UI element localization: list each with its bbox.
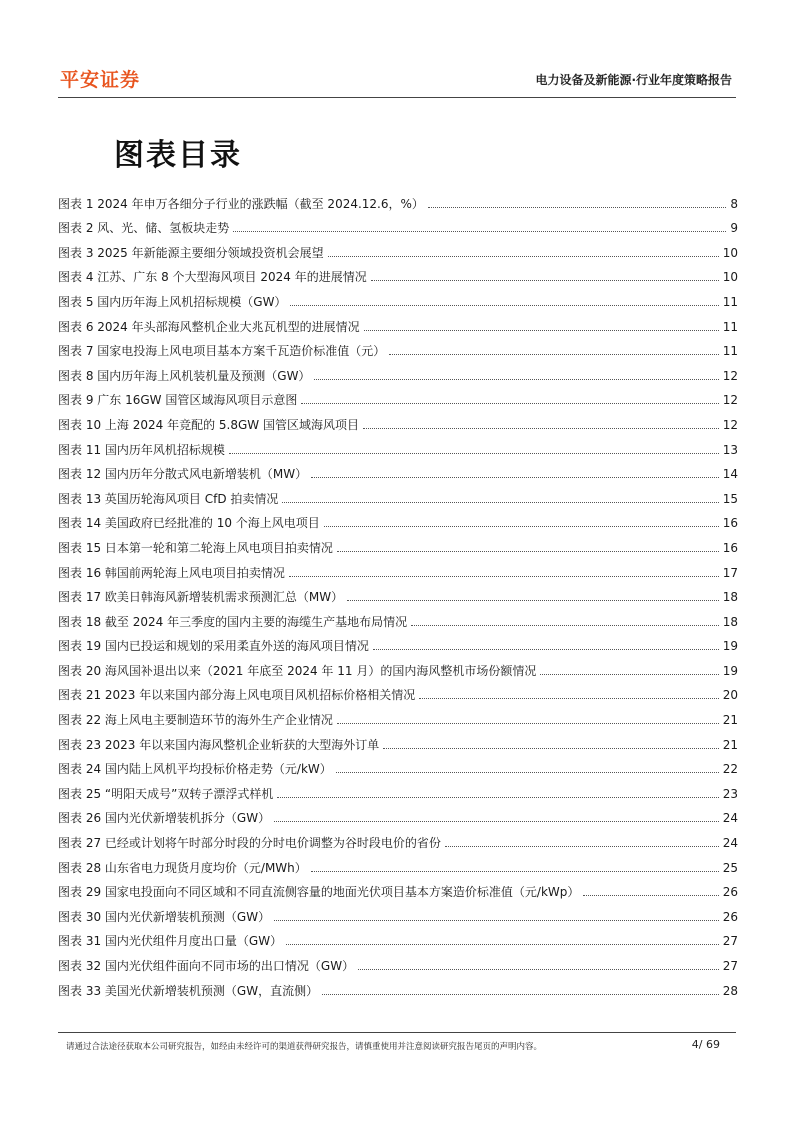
toc-dot-leader xyxy=(328,256,719,257)
toc-entry-label: 图表 22 海上风电主要制造环节的海外生产企业情况 xyxy=(58,713,333,728)
toc-entry-page: 26 xyxy=(722,885,738,900)
toc-dot-leader xyxy=(337,551,719,552)
page-title: 图表目录 xyxy=(114,138,242,173)
toc-dot-leader xyxy=(277,797,718,798)
toc-entry-label: 图表 19 国内已投运和规划的采用柔直外送的海风项目情况 xyxy=(58,639,369,654)
toc-entry[interactable] xyxy=(58,654,738,679)
toc-dot-leader xyxy=(371,280,719,281)
toc-entry-label: 图表 24 国内陆上风机平均投标价格走势（元/kW） xyxy=(58,762,332,777)
toc-entry-label: 图表 30 国内光伏新增装机预测（GW） xyxy=(58,909,271,924)
toc-entry-page: 21 xyxy=(722,713,738,728)
toc-dot-leader xyxy=(286,944,719,945)
toc-entry-page: 10 xyxy=(722,245,738,260)
toc-entry-page: 11 xyxy=(722,294,738,309)
toc-entry-page: 23 xyxy=(722,786,738,801)
toc-entry-page: 12 xyxy=(722,417,738,432)
toc-dot-leader xyxy=(233,231,726,232)
toc-entry-label: 图表 15 日本第一轮和第二轮海上风电项目拍卖情况 xyxy=(58,540,333,555)
toc-entry-page: 24 xyxy=(722,836,738,851)
toc-entry-label: 图表 9 广东 16GW 国管区域海风项目示意图 xyxy=(58,393,298,408)
page-number: 4/ 69 xyxy=(691,1038,720,1051)
toc-entry[interactable] xyxy=(58,777,738,802)
footer-disclaimer: 请通过合法途径获取本公司研究报告，如经由未经许可的渠道获得研究报告，请慎重使用并注意阅读研究报告尾页的声明内容。 xyxy=(66,1042,543,1052)
toc-dot-leader xyxy=(274,920,719,921)
toc-entry[interactable] xyxy=(58,187,738,212)
toc-entry-label: 图表 11 国内历年风机招标规模 xyxy=(58,442,225,457)
toc-entry[interactable] xyxy=(58,753,738,778)
toc-dot-leader xyxy=(336,772,719,773)
toc-entry-page: 15 xyxy=(722,491,738,506)
toc-entry-label: 图表 33 美国光伏新增装机预测（GW，直流侧） xyxy=(58,983,319,998)
toc-entry-page: 27 xyxy=(722,959,738,973)
toc-entry[interactable] xyxy=(58,949,738,974)
toc-entry-page: 18 xyxy=(722,590,738,605)
toc-entry-label: 图表 20 海风国补退出以来（2021 年底至 2024 年 11 月）的国内海风整机市场份额情况 xyxy=(58,663,537,678)
toc-entry-label: 图表 5 国内历年海上风机招标规模（GW） xyxy=(58,294,287,309)
toc-entry[interactable] xyxy=(58,261,738,286)
toc-dot-leader xyxy=(364,330,719,331)
toc-entry[interactable] xyxy=(58,925,738,950)
toc-entry-page: 10 xyxy=(722,270,738,285)
toc-dot-leader xyxy=(314,379,718,380)
toc-entry-label: 图表 23 2023 年以来国内海风整机企业斩获的大型海外订单 xyxy=(58,737,380,752)
toc-entry-page: 11 xyxy=(722,344,738,359)
toc-entry-page: 27 xyxy=(722,934,738,949)
toc-dot-leader xyxy=(274,821,719,822)
toc-dot-leader xyxy=(229,453,719,454)
toc-entry-label: 图表 21 2023 年以来国内部分海上风电项目风机招标价格相关情况 xyxy=(58,688,416,703)
page-header xyxy=(58,62,736,98)
toc-entry-page: 28 xyxy=(722,983,738,998)
toc-entry-label: 图表 14 美国政府已经批准的 10 个海上风电项目 xyxy=(58,516,320,531)
toc-entry-page: 26 xyxy=(722,909,738,924)
toc-entry-page: 12 xyxy=(722,368,738,383)
toc-entry-label: 图表 6 2024 年头部海风整机企业大兆瓦机型的进展情况 xyxy=(58,319,360,334)
toc-entry[interactable] xyxy=(58,605,738,630)
toc-entry-label: 图表 29 国家电投面向不同区域和不同直流侧容量的地面光伏项目基本方案造价标准值（元/kWp） xyxy=(58,885,580,900)
toc-entry-label: 图表 1 2024 年申万各细分子行业的涨跌幅（截至 2024.12.6，%） xyxy=(58,196,424,211)
toc-entry-label: 图表 2 风、光、储、氢板块走势 xyxy=(58,221,230,236)
toc-entry-page: 25 xyxy=(722,860,738,875)
toc-entry-label: 图表 18 截至 2024 年三季度的国内主要的海缆生产基地布局情况 xyxy=(58,614,408,629)
toc-entry[interactable] xyxy=(58,285,738,310)
toc-entry[interactable] xyxy=(58,826,738,851)
toc-dot-leader xyxy=(540,674,718,675)
toc-dot-leader xyxy=(311,871,719,872)
toc-entry-page: 8 xyxy=(730,196,738,211)
toc-entry-page: 17 xyxy=(722,565,738,580)
toc-dot-leader xyxy=(358,969,719,970)
toc-entry-page: 20 xyxy=(722,688,738,703)
toc-entry[interactable] xyxy=(58,851,738,876)
toc-dot-leader xyxy=(419,698,718,699)
toc-entry[interactable] xyxy=(58,359,738,384)
toc-entry-label: 图表 10 上海 2024 年竞配的 5.8GW 国管区域海风项目 xyxy=(58,417,359,432)
toc-dot-leader xyxy=(411,625,719,626)
toc-entry-label: 图表 26 国内光伏新增装机拆分（GW） xyxy=(58,811,271,826)
toc-entry-page: 14 xyxy=(722,467,738,482)
toc-entry[interactable] xyxy=(58,876,738,901)
toc-entry[interactable] xyxy=(58,458,738,483)
toc-dot-leader xyxy=(337,723,719,724)
toc-entry-page: 18 xyxy=(722,614,738,629)
toc-entry[interactable] xyxy=(58,556,738,581)
toc-dot-leader xyxy=(389,354,718,355)
toc-entry-page: 24 xyxy=(722,811,738,826)
toc-dot-leader xyxy=(383,748,718,749)
toc-entry[interactable] xyxy=(58,408,738,433)
toc-entry-label: 图表 7 国家电投海上风电项目基本方案千瓦造价标准值（元） xyxy=(58,344,386,359)
toc-entry-label: 图表 31 国内光伏组件月度出口量（GW） xyxy=(58,934,283,949)
toc-entry-page: 16 xyxy=(722,516,738,531)
toc-dot-leader xyxy=(311,477,719,478)
toc-dot-leader xyxy=(583,895,718,896)
toc-entry-label: 图表 13 英国历轮海风项目 CfD 拍卖情况 xyxy=(58,491,279,506)
toc-dot-leader xyxy=(324,526,719,527)
toc-entry-page: 19 xyxy=(722,663,738,678)
toc-entry-label: 图表 28 山东省电力现货月度均价（元/MWh） xyxy=(58,860,307,875)
toc-entry-label: 图表 27 已经或计划将午时部分时段的分时电价调整为谷时段电价的省份 xyxy=(58,836,441,851)
table-of-figures xyxy=(58,187,738,999)
footer-divider xyxy=(58,1032,736,1033)
toc-entry-label: 图表 8 国内历年海上风机装机量及预测（GW） xyxy=(58,368,311,383)
toc-entry[interactable] xyxy=(58,974,738,999)
toc-dot-leader xyxy=(373,649,719,650)
toc-entry-label: 图表 17 欧美日韩海风新增装机需求预测汇总（MW） xyxy=(58,590,344,605)
toc-entry[interactable] xyxy=(58,212,738,237)
toc-dot-leader xyxy=(363,428,719,429)
toc-entry[interactable] xyxy=(58,630,738,655)
toc-entry-page: 19 xyxy=(722,639,738,654)
toc-entry[interactable] xyxy=(58,433,738,458)
toc-entry-page: 22 xyxy=(722,762,738,777)
toc-entry-label: 图表 3 2025 年新能源主要细分领域投资机会展望 xyxy=(58,245,324,260)
toc-dot-leader xyxy=(322,994,719,995)
toc-dot-leader xyxy=(347,600,719,601)
toc-entry[interactable] xyxy=(58,728,738,753)
toc-entry[interactable] xyxy=(58,236,738,261)
toc-entry[interactable] xyxy=(58,900,738,925)
toc-entry[interactable] xyxy=(58,581,738,606)
toc-entry[interactable] xyxy=(58,703,738,728)
toc-entry[interactable] xyxy=(58,384,738,409)
toc-entry-page: 21 xyxy=(722,737,738,752)
toc-entry-label: 图表 16 韩国前两轮海上风电项目拍卖情况 xyxy=(58,565,285,580)
toc-entry[interactable] xyxy=(58,310,738,335)
toc-dot-leader xyxy=(445,846,719,847)
toc-entry-label: 图表 4 江苏、广东 8 个大型海风项目 2024 年的进展情况 xyxy=(58,270,367,285)
report-type: 电力设备及新能源·行业年度策略报告 xyxy=(535,73,732,87)
toc-entry[interactable] xyxy=(58,507,738,532)
toc-entry-page: 16 xyxy=(722,540,738,555)
toc-entry[interactable] xyxy=(58,482,738,507)
toc-entry-page: 13 xyxy=(722,442,738,457)
toc-entry-page: 11 xyxy=(722,319,738,334)
toc-entry-page: 12 xyxy=(722,393,738,408)
toc-entry[interactable] xyxy=(58,531,738,556)
toc-entry[interactable] xyxy=(58,802,738,827)
toc-dot-leader xyxy=(289,576,719,577)
toc-entry[interactable] xyxy=(58,335,738,360)
toc-dot-leader xyxy=(290,305,718,306)
toc-entry-label: 图表 25 “明阳天成号”双转子漂浮式样机 xyxy=(58,786,274,801)
toc-entry-label: 图表 32 国内光伏组件面向不同市场的出口情况（GW） xyxy=(58,959,355,973)
toc-dot-leader xyxy=(301,403,718,404)
header-divider xyxy=(58,97,736,98)
company-logo: 平安证券 xyxy=(60,69,141,91)
toc-entry[interactable] xyxy=(58,679,738,704)
toc-dot-leader xyxy=(282,502,718,503)
toc-entry-page: 9 xyxy=(730,221,738,236)
toc-entry-label: 图表 12 国内历年分散式风电新增装机（MW） xyxy=(58,467,308,482)
toc-dot-leader xyxy=(428,207,726,208)
